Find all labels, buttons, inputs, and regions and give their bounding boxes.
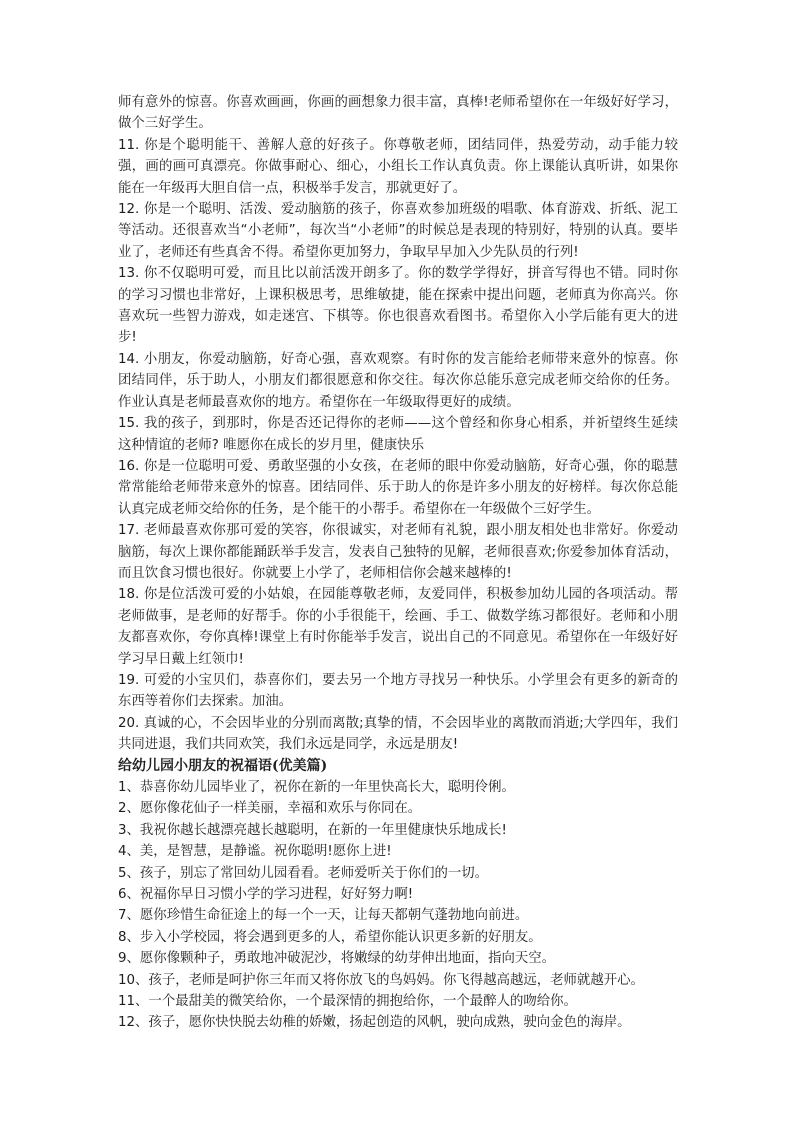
list-item: 9、愿你像颗种子，勇敢地冲破泥沙，将嫩绿的幼芽伸出地面，指向天空。 bbox=[118, 951, 556, 967]
paragraph-15: 15. 我的孩子，到那时，你是否还记得你的老师——这个曾经和你身心相系，并祈望终生延续这种情谊的老师? 唯愿你在成长的岁月里，健康快乐 bbox=[118, 416, 678, 453]
list-item: 11、一个最甜美的微笑给你，一个最深情的拥抱给你，一个最醉人的吻给你。 bbox=[118, 994, 577, 1010]
paragraph-19: 19. 可爱的小宝贝们，恭喜你们，要去另一个地方寻找另一种快乐。小学里会有更多的新奇的东西等着你们去探索。加油。 bbox=[118, 672, 678, 710]
paragraph-10-continued: 师有意外的惊喜。你喜欢画画，你画的画想象力很丰富，真棒!老师希望你在一年级好好学习，做个三好学生。 bbox=[118, 95, 678, 132]
list-item: 1、恭喜你幼儿园毕业了，祝你在新的一年里快高长大，聪明伶俐。 bbox=[118, 780, 515, 795]
document-page bbox=[118, 92, 678, 1034]
list-item: 3、我祝你越长越漂亮越长越聪明，在新的一年里健康快乐地成长! bbox=[118, 822, 507, 838]
paragraph-11: 11. 你是个聪明能干、善解人意的好孩子。你尊敬老师，团结同伴，热爱劳动，动手能力较强，画的画可真漂亮。你做事耐心、细心，小组长工作认真负责。你上课能认真听讲，如果你能在一年级再大胆自信一点，积极举手发言，那就更好了。 bbox=[118, 137, 678, 196]
list-item: 8、步入小学校园，将会遇到更多的人，希望你能认识更多新的好朋友。 bbox=[118, 929, 542, 945]
paragraph-14: 14. 小朋友，你爱动脑筋，好奇心强，喜欢观察。有时你的发言能给老师带来意外的惊喜。你团结同伴，乐于助人，小朋友们都很愿意和你交往。每次你总能乐意完成老师交给你的任务。作业认真是老师最喜欢你的地方。希望你在一年级取得更好的成绩。 bbox=[118, 351, 678, 410]
list-item: 7、愿你珍惜生命征途上的每一个一天，让每天都朝气蓬勃地向前进。 bbox=[118, 908, 529, 924]
paragraph-17: 17. 老师最喜欢你那可爱的笑容，你很诚实，对老师有礼貌，跟小朋友相处也非常好。你爱动脑筋，每次上课你都能踊跃举手发言，发表自己独特的见解，老师很喜欢;你爱参加体育活动，而且饮食习惯也很好。你就要上小学了，老师相信你会越来越棒的! bbox=[118, 523, 678, 581]
paragraph-18: 18. 你是位活泼可爱的小姑娘，在园能尊敬老师，友爱同伴，积极参加幼儿园的各项活动。帮老师做事，是老师的好帮手。你的小手很能干，绘画、手工、做数学练习都很好。老师和小朋友都喜欢你，夸你真棒!课堂上有时你能举手发言，说出自己的不同意见。希望你在一年级好好学习早日戴上红领巾! bbox=[118, 587, 678, 667]
paragraph-12: 12. 你是一个聪明、活泼、爱动脑筋的孩子，你喜欢参加班级的唱歌、体育游戏、折纸、泥工等活动。还很喜欢当“小老师”，每次当“小老师”的时候总是表现的特别好，特别的认真。要毕业了，老师还有些真舍不得。希望你更加努力，争取早早加入少先队员的行列! bbox=[118, 202, 678, 260]
list-item: 2、愿你像花仙子一样美丽，幸福和欢乐与你同在。 bbox=[118, 801, 422, 817]
paragraph-13: 13. 你不仅聪明可爱，而且比以前活泼开朗多了。你的数学学得好，拼音写得也不错。同时你的学习习惯也非常好，上课积极思考，思维敏捷，能在探索中提出问题，老师真为你高兴。你喜欢玩一些智力游戏，如走迷宫、下棋等。你也很喜欢看图书。希望你入小学后能有更大的进步! bbox=[118, 266, 678, 346]
list-item: 12、孩子，愿你快快脱去幼稚的娇嫩，扬起创造的风帆，驶向成熟，驶向金色的海岸。 bbox=[118, 1015, 631, 1031]
list-item: 4、美，是智慧，是静谧。祝你聪明!愿你上进! bbox=[118, 844, 392, 860]
paragraph-16: 16. 你是一位聪明可爱、勇敢坚强的小女孩，在老师的眼中你爱动脑筋，好奇心强，你的聪慧常常能给老师带来意外的惊喜。团结同伴、乐于助人的你是许多小朋友的好榜样。每次你总能认真完成老师交给你的任务，是个能干的小帮手。希望你在一年级做个三好学生。 bbox=[118, 458, 678, 517]
paragraph-20: 20. 真诚的心，不会因毕业的分别而离散;真挚的情，不会因毕业的离散而消逝;大学四年，我们共同进退，我们共同欢笑，我们永远是同学，永远是朋友! bbox=[118, 715, 678, 753]
list-item: 5、孩子，别忘了常回幼儿园看看。老师爱听关于你们的一切。 bbox=[118, 865, 489, 881]
list-item: 10、孩子，老师是呵护你三年而又将你放飞的鸟妈妈。你飞得越高越远，老师就越开心。 bbox=[118, 972, 644, 988]
list-item: 6、祝福你早日习惯小学的学习进程，好好努力啊! bbox=[118, 887, 414, 903]
section-heading: 给幼儿园小朋友的祝福语(优美篇) bbox=[118, 757, 328, 774]
